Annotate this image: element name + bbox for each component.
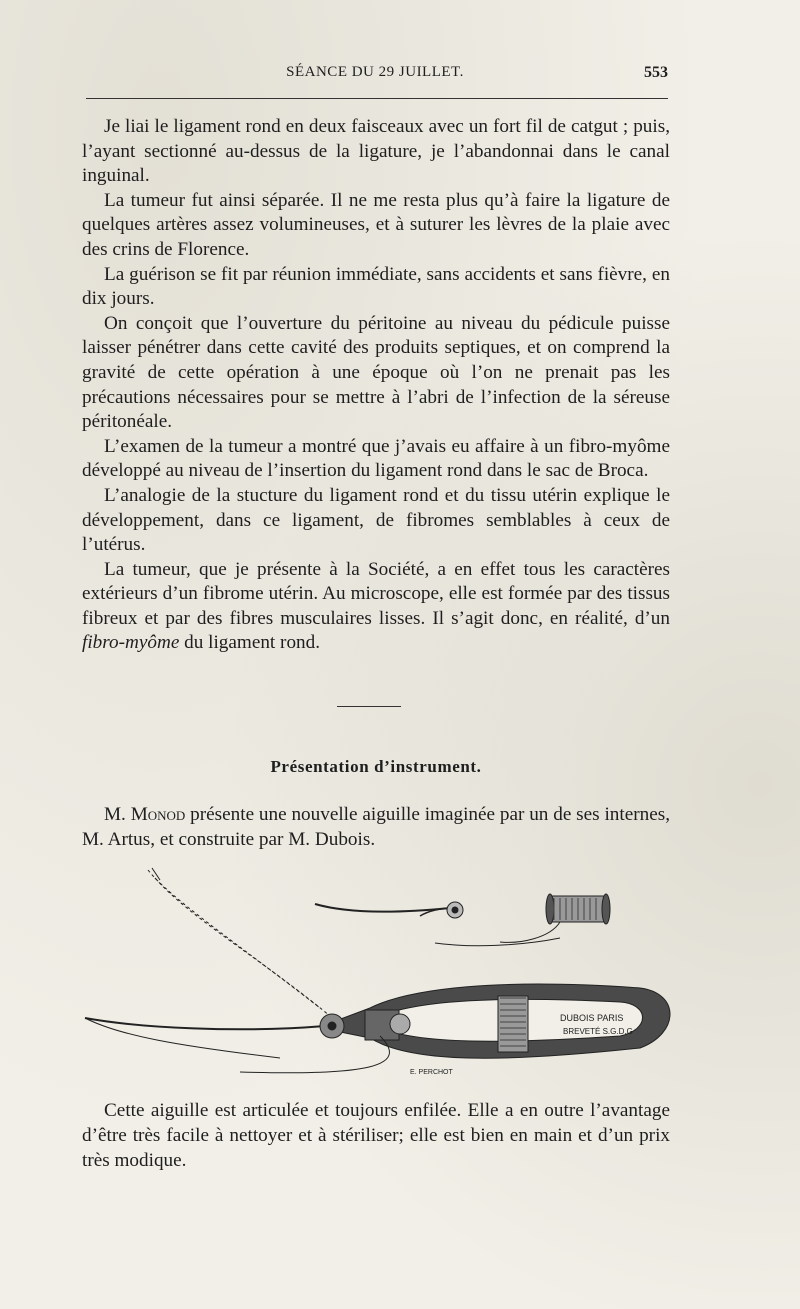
- author-name: Monod: [130, 804, 186, 825]
- section-divider: [337, 706, 401, 707]
- paragraph: On conçoit que l’ouverture du péritoine au niveau du pédicule puisse laisser pénétrer dans cette cavité des produits septiques, et on comprend la gravité de cette opération à une époque où l’on ne prenait pas les précautions nécessaires pour se mettre à l’abri de l’infection de la séreuse péritonéale.: [82, 312, 670, 433]
- engraving-brand: DUBOIS PARIS: [560, 1013, 624, 1023]
- closing-text: [82, 1098, 670, 1173]
- body-text: [82, 115, 670, 656]
- small-needle: [315, 902, 560, 946]
- paragraph: La tumeur fut ainsi séparée. Il ne me resta plus qu’à faire la ligature de quelques artères assez volumineuses, et à suturer les lèvres de la plaie avec des crins de Florence.: [82, 189, 670, 260]
- engraving-patent: BREVETÉ S.G.D.G: [563, 1027, 633, 1036]
- paragraph-text: La tumeur, que je présente à la Société, a en effet tous les caractères extérieurs d’un fibrome utérin. Au microscope, elle est formée par des tissus fibreux et par des fibres musculaires lisses. Il s’agit donc, en réalité, d’un: [82, 558, 670, 629]
- intro-prefix: M.: [104, 804, 131, 825]
- thread-spool: [500, 894, 610, 942]
- needle-drawing: [80, 858, 680, 1098]
- section-intro: [82, 802, 670, 852]
- section-title: Présentation d’instrument.: [270, 757, 482, 776]
- running-header: [82, 64, 668, 86]
- paragraph: L’analogie de la stucture du ligament rond et du tissu utérin explique le développement, dans ce ligament, de fibromes semblables à ceux de l’utérus.: [82, 484, 670, 556]
- needle-illustration: [80, 858, 680, 1098]
- paragraph: L’examen de la tumeur a montré que j’avais eu affaire à un fibro-myôme développé au niveau de l’insertion du ligament rond dans le sac de Broca.: [82, 435, 670, 482]
- paragraph: La guérison se fit par réunion immédiate, sans accidents et sans fièvre, en dix jours.: [82, 263, 670, 310]
- guide-line: [152, 868, 160, 880]
- page-number: 553: [644, 64, 668, 81]
- intro-text: présente une nouvelle aiguille imaginée par un de ses internes, M. Artus, et construite par M. Dubois.: [82, 804, 670, 850]
- paragraph: [82, 802, 670, 852]
- paragraph: Je liai le ligament rond en deux faisceaux avec un fort fil de catgut ; puis, l’ayant sectionné au-dessus de la ligature, je l’abandonnai dans le canal inguinal.: [82, 116, 670, 187]
- header-rule: [86, 98, 668, 99]
- paragraph-last: [82, 558, 670, 656]
- guide-line: [148, 870, 320, 1008]
- engraver-signature: E. PERCHOT: [410, 1069, 453, 1076]
- paragraph: Cette aiguille est articulée et toujours enfilée. Elle a en outre l’avantage d’être très facile à nettoyer et à stériliser; elle est bien en main et d’un prix très modique.: [82, 1100, 670, 1171]
- paragraph-text: du ligament rond.: [179, 632, 321, 654]
- header-title: SÉANCE DU 29 JUILLET.: [286, 64, 464, 80]
- italic-term: fibro-myôme: [82, 632, 180, 654]
